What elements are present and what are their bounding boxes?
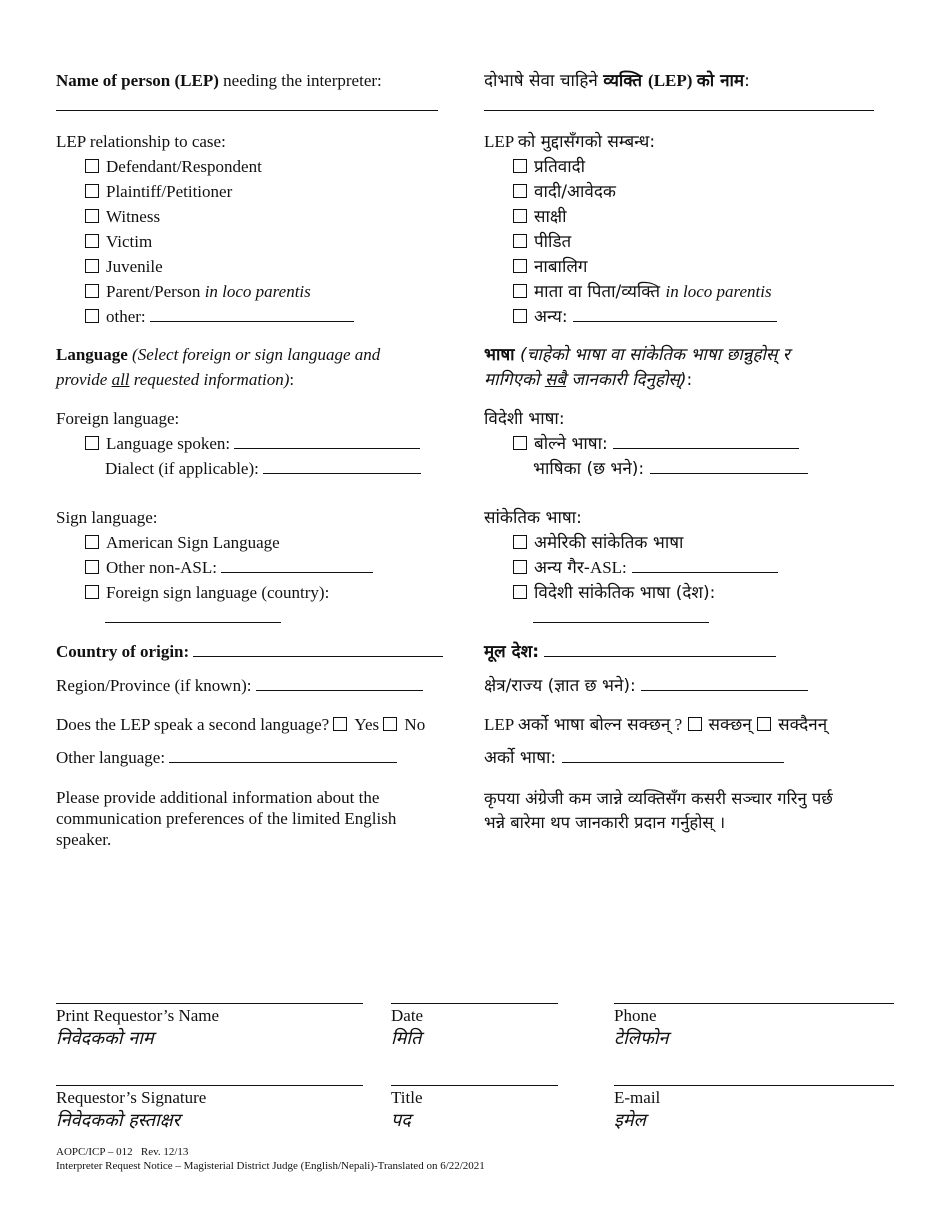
np-dialect-row: भाषिका (छ भने):: [484, 458, 808, 483]
np-country-origin-field[interactable]: [544, 655, 776, 657]
checkbox[interactable]: [513, 585, 527, 599]
lep-name-label: needing the interpreter:: [218, 71, 382, 90]
foreign-language-section: [56, 408, 421, 483]
region-row: Region/Province (if known):: [56, 675, 423, 700]
foreign-sign-country-field[interactable]: [105, 621, 281, 623]
np-language-heading: भाषा (चाहेको भाषा वा सांकेतिक भाषा छान्नुहोस् र मागिएको सबै जानकारी दिनुहोस्):: [484, 345, 790, 390]
foreign-sign-option[interactable]: Foreign sign language (country):: [56, 582, 373, 607]
relationship-label: LEP relationship to case:: [56, 132, 226, 151]
second-language-row: Does the LEP speak a second language? Yes No: [56, 715, 426, 734]
additional-info: Please provide additional information about the communication preferences of the limited English speaker.: [56, 788, 397, 849]
signature-line[interactable]: [56, 1085, 363, 1086]
np-region-field[interactable]: [641, 689, 808, 691]
np-foreign-sign-country-field[interactable]: [533, 621, 709, 623]
email-label: E-mail: [614, 1088, 661, 1107]
np-no-checkbox[interactable]: [757, 717, 771, 731]
np-region-row: क्षेत्र/राज्य (ज्ञात छ भने):: [484, 675, 808, 700]
checkbox[interactable]: [513, 184, 527, 198]
np-additional-info: कृपया अंग्रेजी कम जान्ने व्यक्तिसँग कसरी सञ्चार गरिनु पर्छ भन्ने बारेमा थप जानकारी प्रदान गर्नुहोस् ।: [484, 789, 833, 832]
region-field[interactable]: [256, 689, 423, 691]
phone-label-np: टेलिफोन: [614, 1028, 669, 1049]
sign-language-label: Sign language:: [56, 508, 158, 527]
date-label: Date: [391, 1006, 424, 1025]
checkbox[interactable]: [85, 259, 99, 273]
print-name-label: Print Requestor’s Name: [56, 1006, 220, 1025]
np-foreign-sign-option[interactable]: विदेशी सांकेतिक भाषा (देश):: [484, 582, 778, 607]
country-origin-field[interactable]: [193, 655, 443, 657]
checkbox[interactable]: [513, 234, 527, 248]
country-origin-row: Country of origin:: [56, 641, 443, 666]
relationship-option-other[interactable]: other:: [56, 306, 354, 331]
relationship-option-parent[interactable]: Parent/Person in loco parentis: [56, 281, 354, 306]
np-relationship-option[interactable]: प्रतिवादी: [484, 156, 777, 181]
dialect-field[interactable]: [263, 472, 421, 474]
np-relationship-option-parent[interactable]: माता वा पिता/व्यक्ति in loco parentis: [484, 281, 777, 306]
np-other-language-field[interactable]: [562, 761, 784, 763]
title-label: Title: [391, 1088, 423, 1107]
form-description: Interpreter Request Notice – Magisterial District Judge (English/Nepali)-Translated on 6/22/2021: [56, 1159, 485, 1172]
checkbox[interactable]: [85, 436, 99, 450]
print-name-label-np: निवेदकको नाम: [56, 1028, 154, 1049]
np-relationship-option[interactable]: वादी/आवेदक: [484, 181, 777, 206]
lep-name-field[interactable]: [56, 109, 438, 111]
np-relationship-option[interactable]: नाबालिग: [484, 256, 777, 281]
relationship-option[interactable]: Witness: [56, 206, 354, 231]
np-other-language-row: अर्को भाषा:: [484, 747, 784, 772]
signature-label: Requestor’s Signature: [56, 1088, 207, 1107]
checkbox[interactable]: [85, 234, 99, 248]
np-second-language-row: LEP अर्को भाषा बोल्न सक्छन् ? सक्छन् सक्दैनन्: [484, 715, 828, 735]
np-relationship-section: LEP को मुद्दासँगको सम्बन्ध: प्रतिवादी वादी/आवेदक साक्षी पीडित नाबालिग माता वा पिता/व्यक्ति in loco parentis अन्य:: [484, 131, 777, 331]
checkbox[interactable]: [85, 535, 99, 549]
np-other-field[interactable]: [573, 320, 777, 322]
checkbox[interactable]: [513, 560, 527, 574]
checkbox[interactable]: [85, 209, 99, 223]
date-line[interactable]: [391, 1003, 558, 1004]
other-language-row: Other language:: [56, 747, 397, 772]
np-relationship-option[interactable]: पीडित: [484, 231, 777, 256]
print-name-line[interactable]: [56, 1003, 363, 1004]
checkbox[interactable]: [85, 560, 99, 574]
lep-name-label-bold: Name of person (LEP): [56, 71, 219, 90]
form-code: AOPC/ICP – 012 Rev. 12/13: [56, 1146, 189, 1158]
no-checkbox[interactable]: [383, 717, 397, 731]
checkbox[interactable]: [513, 436, 527, 450]
relationship-option[interactable]: Defendant/Respondent: [56, 156, 354, 181]
non-asl-option[interactable]: Other non-ASL:: [56, 557, 373, 582]
np-relationship-option-other[interactable]: अन्य:: [484, 306, 777, 331]
np-yes-checkbox[interactable]: [688, 717, 702, 731]
checkbox[interactable]: [513, 535, 527, 549]
foreign-language-label: Foreign language:: [56, 409, 180, 428]
checkbox[interactable]: [513, 284, 527, 298]
non-asl-field[interactable]: [221, 571, 373, 573]
np-asl-option[interactable]: अमेरिकी सांकेतिक भाषा: [484, 532, 778, 557]
checkbox[interactable]: [513, 159, 527, 173]
np-relationship-option[interactable]: साक्षी: [484, 206, 777, 231]
checkbox[interactable]: [513, 309, 527, 323]
np-language-spoken-option[interactable]: बोल्ने भाषा:: [484, 433, 808, 458]
np-dialect-field[interactable]: [650, 472, 808, 474]
language-spoken-option[interactable]: Language spoken:: [56, 433, 421, 458]
language-spoken-field[interactable]: [234, 447, 420, 449]
np-non-asl-field[interactable]: [632, 571, 778, 573]
relationship-section: [56, 131, 354, 331]
email-label-np: इमेल: [614, 1110, 646, 1131]
np-foreign-language-section: विदेशी भाषा: बोल्ने भाषा: भाषिका (छ भने):: [484, 408, 808, 483]
np-country-origin-row: मूल देश:: [484, 641, 776, 666]
other-language-field[interactable]: [169, 761, 397, 763]
asl-option[interactable]: American Sign Language: [56, 532, 373, 557]
np-lep-name-field[interactable]: [484, 109, 874, 111]
date-label-np: मिति: [391, 1028, 422, 1049]
lep-name-section: [56, 70, 438, 111]
phone-label: Phone: [614, 1006, 657, 1025]
relationship-option[interactable]: Juvenile: [56, 256, 354, 281]
np-sign-language-section: सांकेतिक भाषा: अमेरिकी सांकेतिक भाषा अन्य गैर-ASL: विदेशी सांकेतिक भाषा (देश):: [484, 507, 778, 625]
title-line[interactable]: [391, 1085, 558, 1086]
np-language-spoken-field[interactable]: [613, 447, 799, 449]
other-field[interactable]: [150, 320, 354, 322]
email-line[interactable]: [614, 1085, 894, 1086]
phone-line[interactable]: [614, 1003, 894, 1004]
checkbox[interactable]: [85, 585, 99, 599]
checkbox[interactable]: [513, 209, 527, 223]
np-non-asl-option[interactable]: अन्य गैर-ASL:: [484, 557, 778, 582]
checkbox[interactable]: [85, 159, 99, 173]
dialect-row: Dialect (if applicable):: [56, 458, 421, 483]
relationship-option[interactable]: Plaintiff/Petitioner: [56, 181, 354, 206]
checkbox[interactable]: [85, 284, 99, 298]
np-lep-name-section: दोभाषे सेवा चाहिने व्यक्ति (LEP) को नाम:: [484, 70, 874, 111]
checkbox[interactable]: [85, 184, 99, 198]
language-heading: Language (Select foreign or sign language and provide all requested information):: [56, 345, 381, 389]
sign-language-section: [56, 507, 373, 625]
title-label-np: पद: [391, 1110, 411, 1131]
checkbox[interactable]: [85, 309, 99, 323]
form-footer: [56, 1146, 485, 1174]
signature-label-np: निवेदकको हस्ताक्षर: [56, 1110, 180, 1131]
checkbox[interactable]: [513, 259, 527, 273]
relationship-option[interactable]: Victim: [56, 231, 354, 256]
yes-checkbox[interactable]: [333, 717, 347, 731]
